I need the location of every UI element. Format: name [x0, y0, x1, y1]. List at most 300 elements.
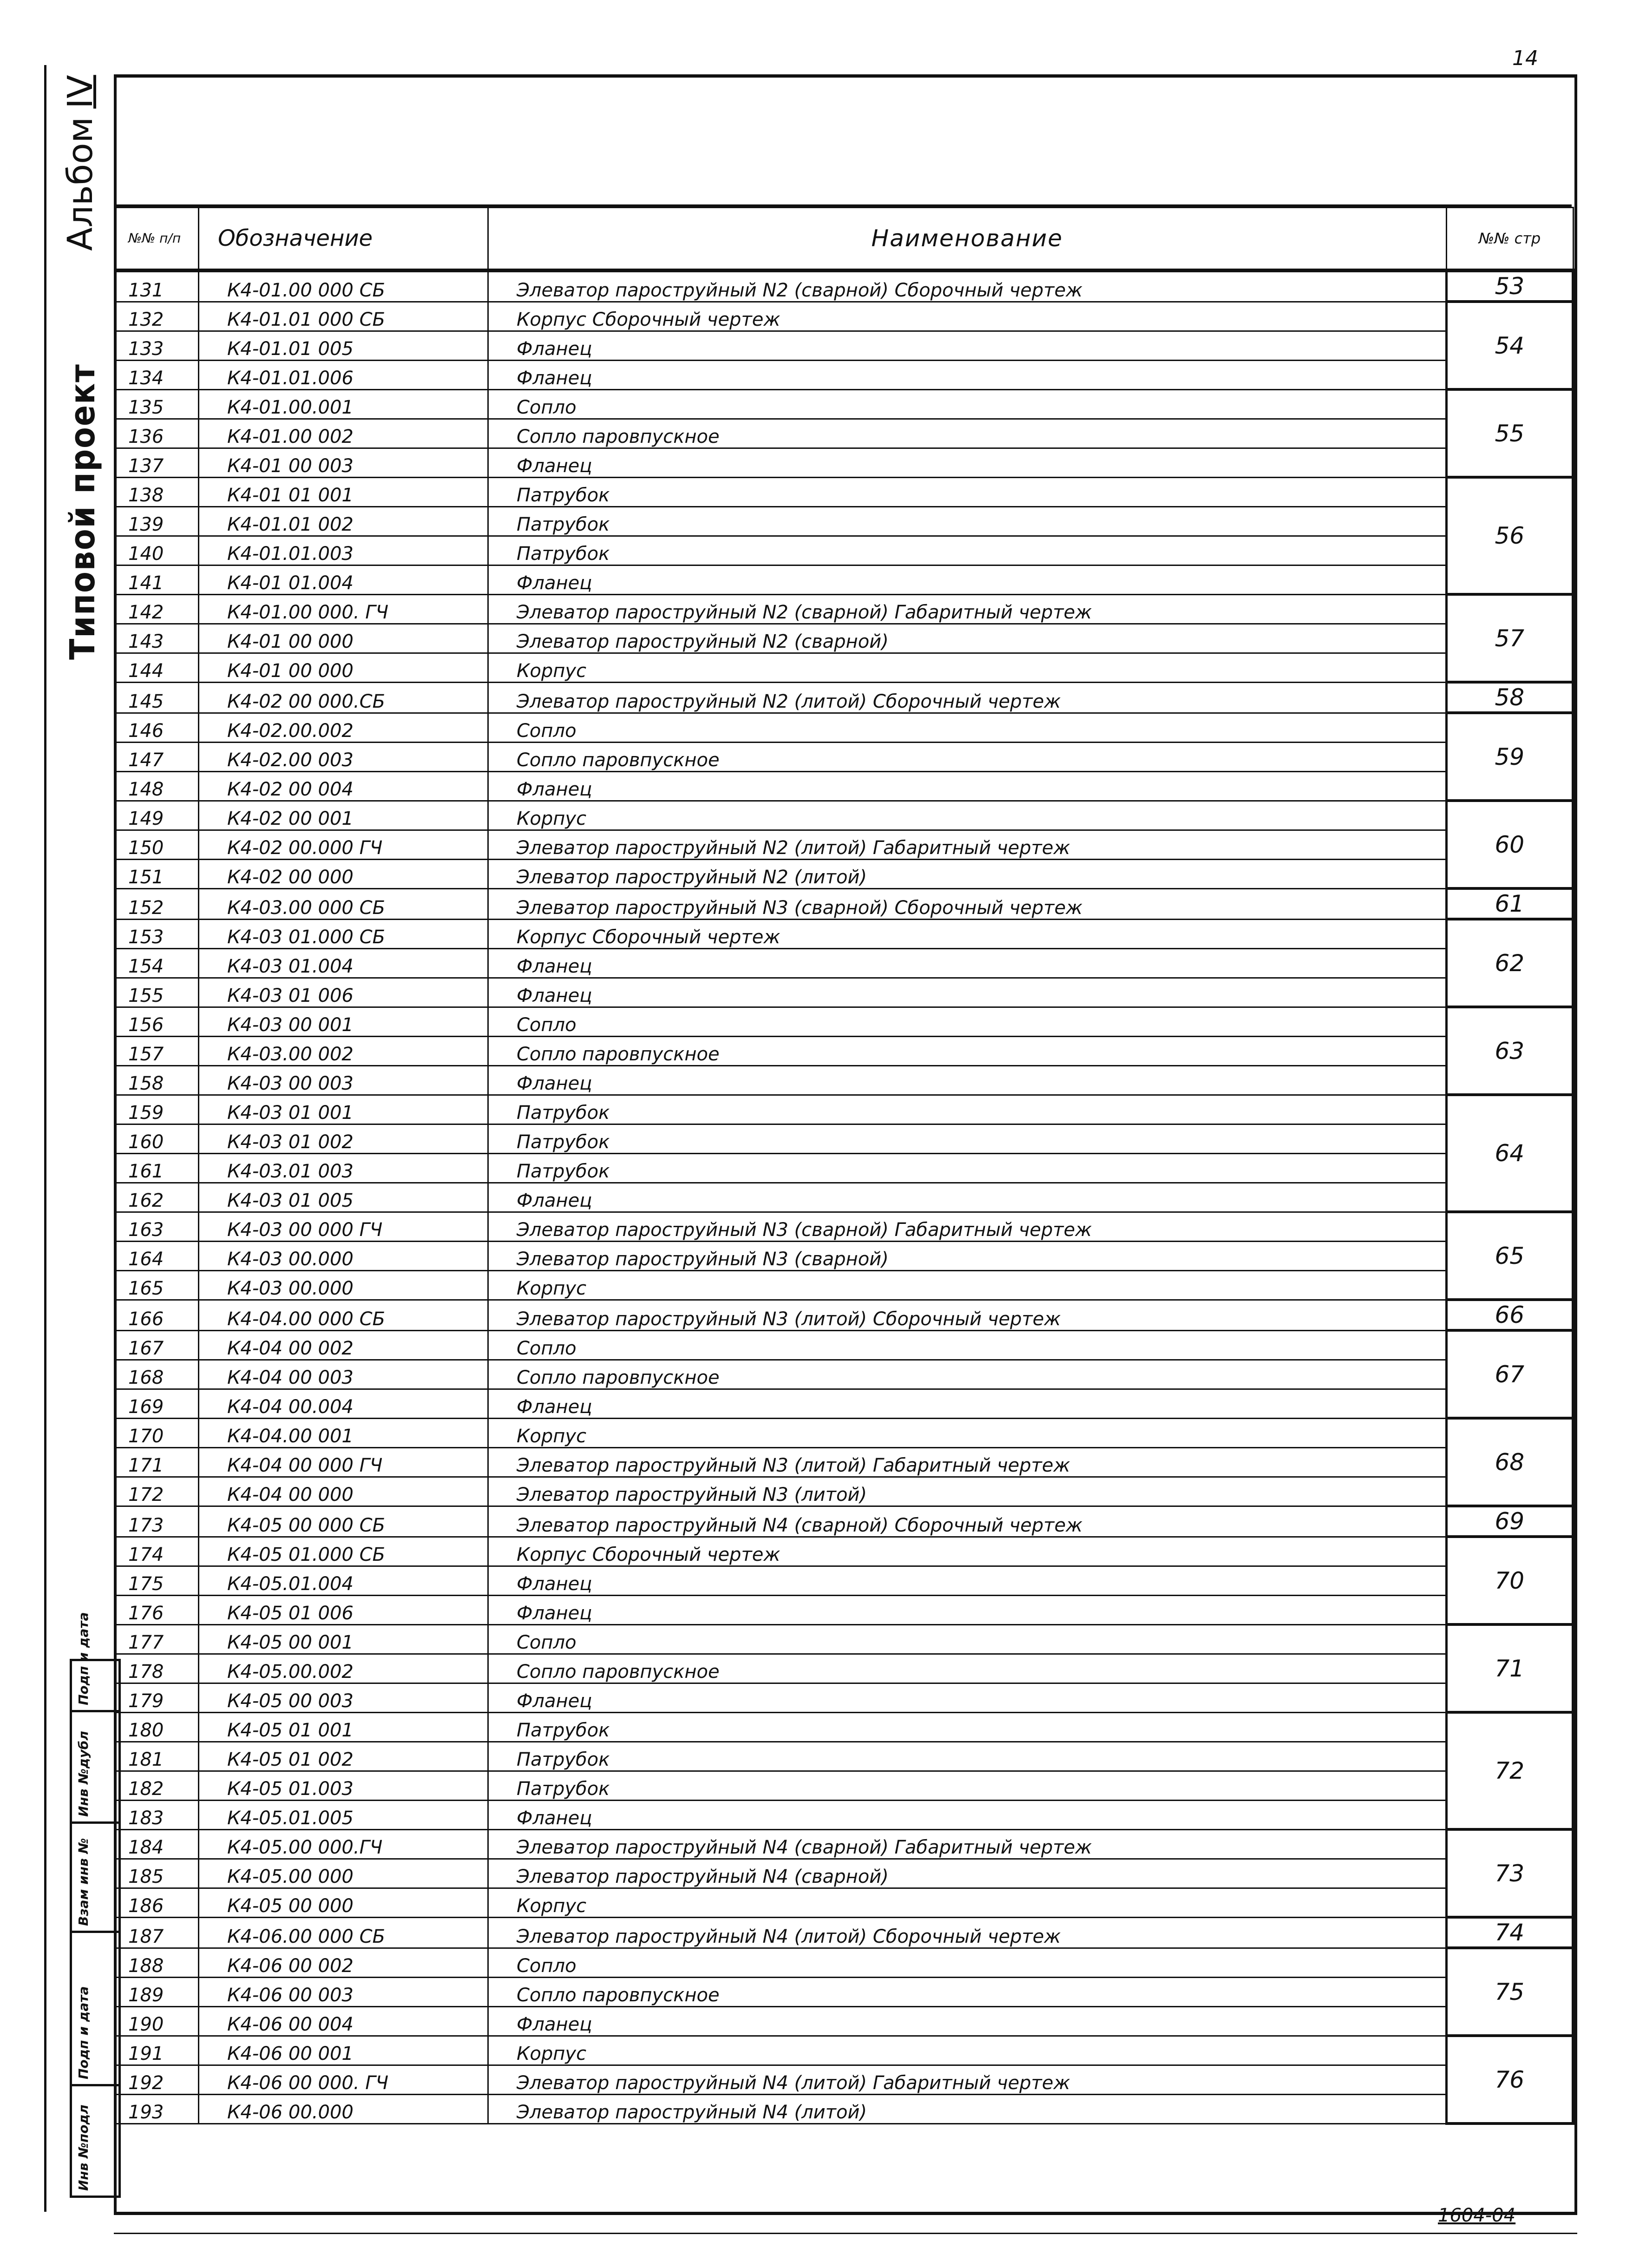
row-name: Патрубок	[488, 536, 1447, 565]
row-name: Сопло	[488, 1330, 1447, 1360]
row-name: Фланец	[488, 448, 1447, 477]
row-name: Элеватор пароструйный N3 (сварной) Сборочный чертеж	[488, 888, 1447, 919]
row-designation: К4-06.00 000 СБ	[199, 1917, 488, 1948]
row-number: 161	[115, 1153, 199, 1183]
row-name: Патрубок	[488, 1742, 1447, 1771]
table-row	[115, 1537, 1574, 1566]
table-row	[115, 1771, 1574, 1800]
row-number: 185	[115, 1859, 199, 1888]
row-designation: К4-06 00 004	[199, 2006, 488, 2036]
row-name: Фланец	[488, 948, 1447, 978]
row-designation: К4-05 01 006	[199, 1595, 488, 1624]
row-name: Элеватор пароструйный N2 (сварной)	[488, 624, 1447, 653]
row-number: 193	[115, 2094, 199, 2123]
header-designation: Обозначение	[199, 208, 488, 271]
row-name: Фланец	[488, 565, 1447, 594]
row-number: 178	[115, 1654, 199, 1683]
row-designation: К4-02 00.000 ГЧ	[199, 830, 488, 859]
row-page-number: 64	[1446, 1095, 1573, 1212]
table-row	[115, 1241, 1574, 1270]
row-name: Сопло паровпускное	[488, 1036, 1447, 1065]
table-header-row	[115, 208, 1574, 271]
row-name: Элеватор пароструйный N4 (литой) Габаритный чертеж	[488, 2065, 1447, 2094]
stamp-cell-label: Подп и дата	[76, 1986, 91, 2079]
table-row	[115, 1506, 1574, 1537]
row-number: 176	[115, 1595, 199, 1624]
table-row	[115, 1270, 1574, 1300]
row-name: Элеватор пароструйный N2 (литой) Габаритный чертеж	[488, 830, 1447, 859]
row-page-number: 72	[1446, 1712, 1573, 1829]
row-number: 140	[115, 536, 199, 565]
table-row	[115, 1595, 1574, 1624]
row-name: Элеватор пароструйный N4 (сварной) Габаритный чертеж	[488, 1829, 1447, 1859]
table-row	[115, 360, 1574, 389]
sheet-number: 14	[1512, 46, 1538, 70]
row-name: Фланец	[488, 1566, 1447, 1595]
table-row	[115, 565, 1574, 594]
row-number: 137	[115, 448, 199, 477]
row-designation: К4-02.00.002	[199, 713, 488, 742]
row-page-number: 55	[1446, 389, 1573, 477]
row-name: Патрубок	[488, 1712, 1447, 1742]
row-number: 183	[115, 1800, 199, 1829]
row-number: 142	[115, 594, 199, 624]
table-row	[115, 1300, 1574, 1330]
table-row	[115, 771, 1574, 801]
table-row	[115, 2094, 1574, 2123]
row-number: 132	[115, 302, 199, 331]
row-name: Элеватор пароструйный N2 (сварной) Сборочный чертеж	[488, 270, 1447, 302]
table-row	[115, 1683, 1574, 1712]
row-page-number: 76	[1446, 2036, 1573, 2123]
row-designation: К4-06 00 002	[199, 1948, 488, 1977]
row-designation: К4-05.01.005	[199, 1800, 488, 1829]
row-name: Элеватор пароструйный N2 (сварной) Габаритный чертеж	[488, 594, 1447, 624]
row-number: 172	[115, 1477, 199, 1506]
row-number: 164	[115, 1241, 199, 1270]
row-page-number: 59	[1446, 713, 1573, 801]
row-number: 165	[115, 1270, 199, 1300]
typical-project-title: Типовой проект	[63, 363, 103, 660]
table-row	[115, 1153, 1574, 1183]
row-name: Фланец	[488, 1800, 1447, 1829]
stamp-cell	[72, 2084, 118, 2198]
row-page-number: 56	[1446, 477, 1573, 594]
table-row	[115, 1948, 1574, 1977]
row-name: Элеватор пароструйный N2 (литой) Сборочный чертеж	[488, 682, 1447, 713]
row-designation: К4-01.00 002	[199, 419, 488, 448]
table-row	[115, 2065, 1574, 2094]
row-page-number: 70	[1446, 1537, 1573, 1624]
row-designation: К4-03 01.004	[199, 948, 488, 978]
table-row	[115, 919, 1574, 948]
table-row	[115, 419, 1574, 448]
row-designation: К4-05 00 001	[199, 1624, 488, 1654]
row-page-number: 54	[1446, 302, 1573, 389]
table-row	[115, 536, 1574, 565]
row-number: 154	[115, 948, 199, 978]
row-name: Патрубок	[488, 1124, 1447, 1153]
row-designation: К4-01 00 000	[199, 624, 488, 653]
table-row	[115, 506, 1574, 536]
row-designation: К4-05.00.002	[199, 1654, 488, 1683]
approval-stamp	[70, 1612, 121, 2198]
empty-footer-row	[115, 2123, 1574, 2255]
row-number: 133	[115, 331, 199, 360]
row-name: Элеватор пароструйный N3 (литой)	[488, 1477, 1447, 1506]
table-row	[115, 1036, 1574, 1065]
table-body	[115, 270, 1574, 2255]
row-name: Элеватор пароструйный N4 (сварной) Сборочный чертеж	[488, 1506, 1447, 1537]
table-row	[115, 1888, 1574, 1917]
table-row	[115, 302, 1574, 331]
table-row	[115, 888, 1574, 919]
row-number: 188	[115, 1948, 199, 1977]
row-designation: К4-04 00.004	[199, 1389, 488, 1418]
table-row	[115, 1477, 1574, 1506]
row-number: 144	[115, 653, 199, 682]
row-number: 171	[115, 1447, 199, 1477]
row-name: Сопло паровпускное	[488, 742, 1447, 771]
row-page-number: 74	[1446, 1917, 1573, 1948]
drawing-index-table	[114, 207, 1574, 2255]
row-number: 147	[115, 742, 199, 771]
row-designation: К4-06 00 000. ГЧ	[199, 2065, 488, 2094]
table-row	[115, 978, 1574, 1007]
row-name: Фланец	[488, 771, 1447, 801]
row-page-number: 53	[1446, 270, 1573, 302]
table-row	[115, 1183, 1574, 1212]
row-designation: К4-04.00 001	[199, 1418, 488, 1447]
row-number: 175	[115, 1566, 199, 1595]
table-row	[115, 801, 1574, 830]
row-designation: К4-01.01.006	[199, 360, 488, 389]
table-row	[115, 1418, 1574, 1447]
table-row	[115, 1712, 1574, 1742]
table-row	[115, 1859, 1574, 1888]
table-row	[115, 682, 1574, 713]
row-number: 148	[115, 771, 199, 801]
row-number: 141	[115, 565, 199, 594]
row-name: Патрубок	[488, 477, 1447, 506]
row-number: 152	[115, 888, 199, 919]
row-number: 162	[115, 1183, 199, 1212]
row-number: 174	[115, 1537, 199, 1566]
row-page-number: 68	[1446, 1418, 1573, 1506]
row-number: 146	[115, 713, 199, 742]
row-page-number: 71	[1446, 1624, 1573, 1712]
row-number: 184	[115, 1829, 199, 1859]
row-designation: К4-02.00 003	[199, 742, 488, 771]
row-designation: К4-01 00 000	[199, 653, 488, 682]
row-name: Сопло	[488, 389, 1447, 419]
row-designation: К4-05.00 000.ГЧ	[199, 1829, 488, 1859]
row-name: Сопло	[488, 1948, 1447, 1977]
row-designation: К4-01.01 005	[199, 331, 488, 360]
table-row	[115, 1389, 1574, 1418]
album-label	[60, 75, 100, 251]
row-designation: К4-01.01 002	[199, 506, 488, 536]
album-label-text: Альбом	[60, 117, 100, 251]
table-row	[115, 2036, 1574, 2065]
row-name: Фланец	[488, 360, 1447, 389]
row-name: Сопло	[488, 1007, 1447, 1036]
row-designation: К4-05.00 000	[199, 1859, 488, 1888]
row-number: 149	[115, 801, 199, 830]
table-row	[115, 270, 1574, 302]
stamp-cell-label: Подп и дата	[76, 1612, 91, 1705]
row-designation: К4-05 01 002	[199, 1742, 488, 1771]
row-name: Элеватор пароструйный N2 (литой)	[488, 859, 1447, 888]
row-name: Элеватор пароструйный N3 (сварной)	[488, 1241, 1447, 1270]
row-name: Сопло паровпускное	[488, 1654, 1447, 1683]
row-name: Фланец	[488, 978, 1447, 1007]
row-designation: К4-03 00.000	[199, 1270, 488, 1300]
row-designation: К4-05 01 001	[199, 1712, 488, 1742]
table-row	[115, 1360, 1574, 1389]
empty-cell	[115, 2123, 1574, 2255]
row-designation: К4-02 00 000	[199, 859, 488, 888]
table-row	[115, 1800, 1574, 1829]
row-designation: К4-03.00 000 СБ	[199, 888, 488, 919]
row-number: 177	[115, 1624, 199, 1654]
row-number: 180	[115, 1712, 199, 1742]
table-row	[115, 1007, 1574, 1036]
row-number: 189	[115, 1977, 199, 2006]
row-name: Корпус	[488, 1888, 1447, 1917]
row-number: 191	[115, 2036, 199, 2065]
row-page-number: 62	[1446, 919, 1573, 1007]
row-designation: К4-03 00 003	[199, 1065, 488, 1095]
row-designation: К4-06 00 003	[199, 1977, 488, 2006]
row-designation: К4-01.00.001	[199, 389, 488, 419]
table-row	[115, 2006, 1574, 2036]
header-name: Наименование	[488, 208, 1447, 271]
row-name: Патрубок	[488, 1153, 1447, 1183]
row-number: 157	[115, 1036, 199, 1065]
row-designation: К4-05 00 000 СБ	[199, 1506, 488, 1537]
row-name: Патрубок	[488, 1771, 1447, 1800]
stamp-cell	[72, 1612, 118, 1712]
row-designation: К4-01 01 001	[199, 477, 488, 506]
row-designation: К4-06 00.000	[199, 2094, 488, 2123]
row-number: 131	[115, 270, 199, 302]
row-number: 170	[115, 1418, 199, 1447]
row-name: Корпус	[488, 1270, 1447, 1300]
row-name: Корпус	[488, 2036, 1447, 2065]
album-number: IV	[60, 75, 100, 109]
row-number: 181	[115, 1742, 199, 1771]
row-number: 159	[115, 1095, 199, 1124]
stamp-cell-label: Инв №подл	[76, 2104, 91, 2191]
row-name: Корпус Сборочный чертеж	[488, 1537, 1447, 1566]
row-designation: К4-03 00.000	[199, 1241, 488, 1270]
row-designation: К4-05 00 003	[199, 1683, 488, 1712]
table-row	[115, 624, 1574, 653]
row-number: 168	[115, 1360, 199, 1389]
row-number: 187	[115, 1917, 199, 1948]
row-designation: К4-05.01.004	[199, 1566, 488, 1595]
row-name: Корпус	[488, 1418, 1447, 1447]
table-row	[115, 859, 1574, 888]
row-designation: К4-03 00 000 ГЧ	[199, 1212, 488, 1241]
row-name: Сопло паровпускное	[488, 1360, 1447, 1389]
row-designation: К4-03 01 006	[199, 978, 488, 1007]
row-designation: К4-02 00 000.СБ	[199, 682, 488, 713]
table-row	[115, 448, 1574, 477]
row-number: 139	[115, 506, 199, 536]
row-designation: К4-04 00 000 ГЧ	[199, 1447, 488, 1477]
row-number: 156	[115, 1007, 199, 1036]
row-number: 186	[115, 1888, 199, 1917]
row-name: Корпус	[488, 801, 1447, 830]
row-designation: К4-01 00 003	[199, 448, 488, 477]
row-number: 158	[115, 1065, 199, 1095]
row-number: 192	[115, 2065, 199, 2094]
row-designation: К4-01.00 000 СБ	[199, 270, 488, 302]
stamp-cell-label: Инв №дубл	[76, 1731, 91, 1817]
stamp-cell	[72, 1821, 118, 1933]
table-row	[115, 1977, 1574, 2006]
row-page-number: 66	[1446, 1300, 1573, 1330]
row-number: 166	[115, 1300, 199, 1330]
row-name: Элеватор пароструйный N3 (сварной) Габаритный чертеж	[488, 1212, 1447, 1241]
row-name: Фланец	[488, 1389, 1447, 1418]
table-row	[115, 1330, 1574, 1360]
table-row	[115, 331, 1574, 360]
row-designation: К4-03 01.000 СБ	[199, 919, 488, 948]
row-designation: К4-04 00 000	[199, 1477, 488, 1506]
header-page: №№ стр	[1446, 208, 1573, 271]
row-page-number: 67	[1446, 1330, 1573, 1418]
row-designation: К4-01 01.004	[199, 565, 488, 594]
row-designation: К4-03 01 002	[199, 1124, 488, 1153]
row-designation: К4-03 01 001	[199, 1095, 488, 1124]
row-number: 173	[115, 1506, 199, 1537]
table-row	[115, 1212, 1574, 1241]
row-designation: К4-05 00 000	[199, 1888, 488, 1917]
row-designation: К4-02 00 004	[199, 771, 488, 801]
row-designation: К4-03.00 002	[199, 1036, 488, 1065]
row-number: 190	[115, 2006, 199, 2036]
row-number: 138	[115, 477, 199, 506]
row-number: 153	[115, 919, 199, 948]
table-row	[115, 713, 1574, 742]
header-number: №№ п/п	[115, 208, 199, 271]
table-row	[115, 653, 1574, 682]
row-number: 145	[115, 682, 199, 713]
row-number: 155	[115, 978, 199, 1007]
row-name: Фланец	[488, 1183, 1447, 1212]
row-name: Элеватор пароструйный N4 (литой)	[488, 2094, 1447, 2123]
row-name: Фланец	[488, 1683, 1447, 1712]
table-row	[115, 742, 1574, 771]
table-row	[115, 830, 1574, 859]
row-number: 160	[115, 1124, 199, 1153]
row-number: 182	[115, 1771, 199, 1800]
row-page-number: 61	[1446, 888, 1573, 919]
stamp-cell-label: Взам инв №	[76, 1838, 91, 1926]
row-name: Сопло	[488, 713, 1447, 742]
table-row	[115, 1124, 1574, 1153]
row-page-number: 57	[1446, 594, 1573, 682]
row-name: Сопло	[488, 1624, 1447, 1654]
row-name: Элеватор пароструйный N4 (сварной)	[488, 1859, 1447, 1888]
row-designation: К4-01.01.003	[199, 536, 488, 565]
row-name: Патрубок	[488, 506, 1447, 536]
row-name: Сопло паровпускное	[488, 419, 1447, 448]
row-name: Фланец	[488, 2006, 1447, 2036]
row-number: 150	[115, 830, 199, 859]
row-designation: К4-06 00 001	[199, 2036, 488, 2065]
row-page-number: 73	[1446, 1829, 1573, 1917]
row-designation: К4-02 00 001	[199, 801, 488, 830]
row-designation: К4-05 01.000 СБ	[199, 1537, 488, 1566]
row-name: Корпус	[488, 653, 1447, 682]
row-designation: К4-03 01 005	[199, 1183, 488, 1212]
row-name: Корпус Сборочный чертеж	[488, 302, 1447, 331]
row-page-number: 58	[1446, 682, 1573, 713]
table-row	[115, 1065, 1574, 1095]
stamp-cell	[72, 1931, 118, 2086]
row-page-number: 75	[1446, 1948, 1573, 2036]
table-row	[115, 1917, 1574, 1948]
row-name: Элеватор пароструйный N3 (литой) Сборочный чертеж	[488, 1300, 1447, 1330]
row-name: Элеватор пароструйный N3 (литой) Габаритный чертеж	[488, 1447, 1447, 1477]
row-number: 151	[115, 859, 199, 888]
table-row	[115, 1829, 1574, 1859]
row-designation: К4-01.00 000. ГЧ	[199, 594, 488, 624]
table-row	[115, 1624, 1574, 1654]
row-name: Сопло паровпускное	[488, 1977, 1447, 2006]
table-row	[115, 1447, 1574, 1477]
row-page-number: 69	[1446, 1506, 1573, 1537]
row-designation: К4-05 01.003	[199, 1771, 488, 1800]
stamp-cell	[72, 1710, 118, 1824]
row-page-number: 65	[1446, 1212, 1573, 1300]
row-name: Элеватор пароструйный N4 (литой) Сборочный чертеж	[488, 1917, 1447, 1948]
row-page-number: 63	[1446, 1007, 1573, 1095]
row-name: Патрубок	[488, 1095, 1447, 1124]
row-number: 136	[115, 419, 199, 448]
row-number: 169	[115, 1389, 199, 1418]
row-designation: К4-03 00 001	[199, 1007, 488, 1036]
table-row	[115, 1742, 1574, 1771]
row-name: Фланец	[488, 331, 1447, 360]
table-row	[115, 1654, 1574, 1683]
row-number: 179	[115, 1683, 199, 1712]
table-row	[115, 594, 1574, 624]
document-code: 1604-04	[1438, 2205, 1516, 2226]
row-name: Фланец	[488, 1595, 1447, 1624]
row-designation: К4-04 00 002	[199, 1330, 488, 1360]
table-row	[115, 1566, 1574, 1595]
row-number: 135	[115, 389, 199, 419]
row-number: 167	[115, 1330, 199, 1360]
row-number: 143	[115, 624, 199, 653]
table-row	[115, 948, 1574, 978]
row-name: Корпус Сборочный чертеж	[488, 919, 1447, 948]
row-number: 163	[115, 1212, 199, 1241]
row-number: 134	[115, 360, 199, 389]
row-designation: К4-01.01 000 СБ	[199, 302, 488, 331]
table-row	[115, 1095, 1574, 1124]
row-name: Фланец	[488, 1065, 1447, 1095]
row-page-number: 60	[1446, 801, 1573, 888]
row-designation: К4-04.00 000 СБ	[199, 1300, 488, 1330]
row-designation: К4-03.01 003	[199, 1153, 488, 1183]
table-row	[115, 389, 1574, 419]
